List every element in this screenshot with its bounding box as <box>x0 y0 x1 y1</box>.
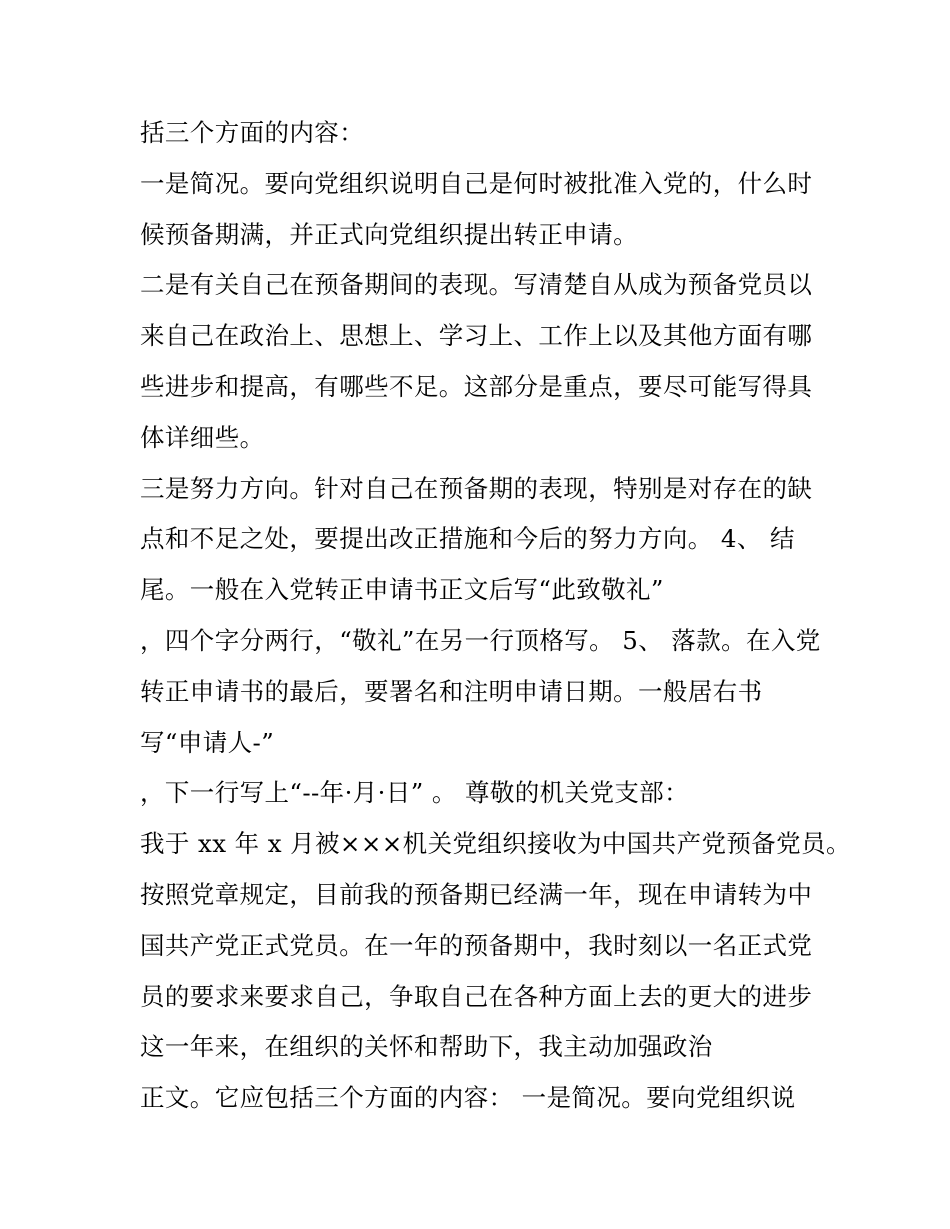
text-line: 员的要求来要求自己，争取自己在各种方面上去的更大的进步 <box>140 981 813 1011</box>
text-line: 二是有关自己在预备期间的表现。写清楚自从成为预备党员以 <box>140 270 813 300</box>
text-line: 括三个方面的内容： <box>140 118 365 147</box>
text-line: 体详细些。 <box>140 422 265 452</box>
text-line: ，下一行写上“--年·月·日” 。 尊敬的机关党支部： <box>140 778 690 808</box>
text-line: 点和不足之处，要提出改正措施和今后的努力方向。 4、 结 <box>140 524 795 554</box>
text-line: 我于 xx 年 x 月被×××机关党组织接收为中国共产党预备党员。 <box>140 829 851 859</box>
text-line: 候预备期满，并正式向党组织提出转正申请。 <box>140 219 638 249</box>
text-line: 这一年来，在组织的关怀和帮助下，我主动加强政治 <box>140 1032 713 1062</box>
text-line: 来自己在政治上、思想上、学习上、工作上以及其他方面有哪 <box>140 321 813 351</box>
text-line: 按照党章规定，目前我的预备期已经满一年，现在申请转为中 <box>140 879 813 909</box>
text-line: 国共产党正式党员。在一年的预备期中，我时刻以一名正式党 <box>140 930 813 960</box>
text-line: 些进步和提高，有哪些不足。这部分是重点，要尽可能写得具 <box>140 371 813 401</box>
text-line: 写“申请人-” <box>140 727 275 757</box>
text-line: 转正申请书的最后，要署名和注明申请日期。一般居右书 <box>140 676 763 706</box>
text-line: 尾。一般在入党转正申请书正文后写“此致敬礼” <box>140 575 664 605</box>
text-line: 三是努力方向。针对自己在预备期的表现，特别是对存在的缺 <box>140 473 813 503</box>
text-line: 一是简况。要向党组织说明自己是何时被批准入党的，什么时 <box>140 168 813 198</box>
text-line: 正文。它应包括三个方面的内容： 一是简况。要向党组织说 <box>140 1083 796 1113</box>
text-line: ，四个字分两行，“敬礼”在另一行顶格写。 5、 落款。在入党 <box>140 625 821 655</box>
document-body <box>140 108 851 1124</box>
